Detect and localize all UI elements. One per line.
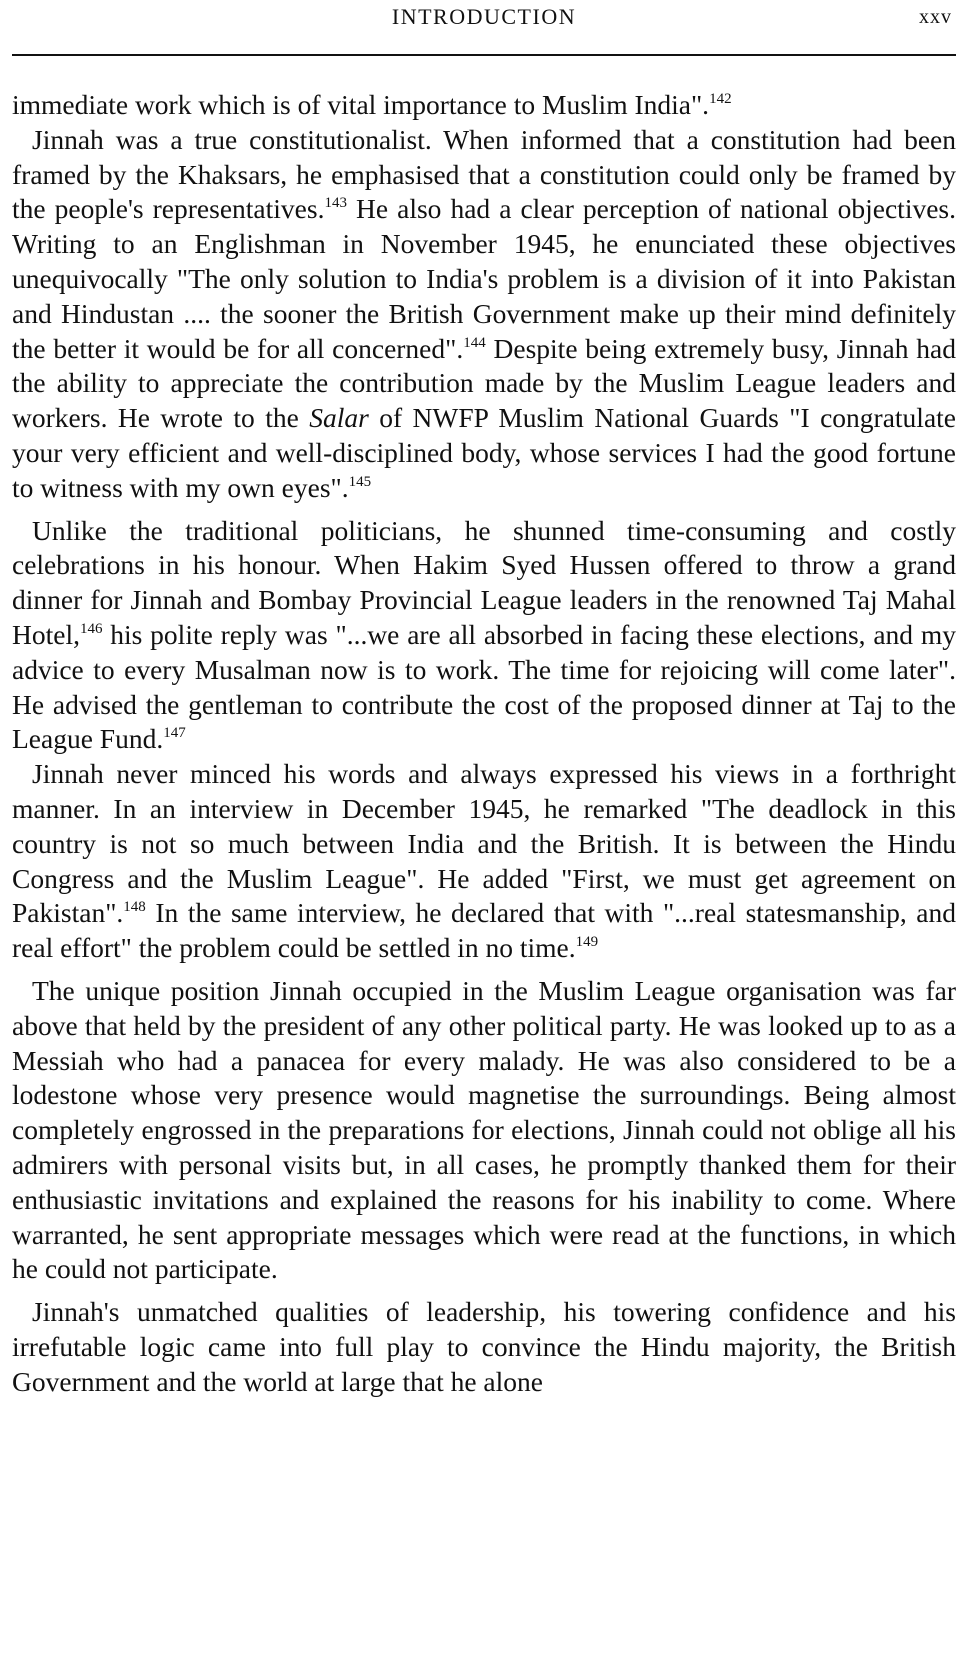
- book-page: [12, 0, 956, 1660]
- paragraph: [12, 123, 956, 506]
- body-text: [12, 88, 956, 1399]
- text-run: He also had a clear perception of national objectives. Writing to an Englishman in November 1945, he enunciated these objectives unequivocally "The only solution to India's problem is a division of it into Pakistan and Hindustan .... the sooner the British Government make up their mind definitely the better it would be for all concerned".: [12, 193, 956, 364]
- paragraph: [12, 514, 956, 758]
- text-run: In the same interview, he declared that with "...real statesmanship, and real effort" the problem could be settled in no time.: [12, 897, 956, 964]
- text-run: his polite reply was "...we are all absorbed in facing these elections, and my advice to every Musalman now is to work. The time for rejoicing will come later". He advised the gentleman to contribute the cost of the proposed dinner at Taj to the League Fund.: [12, 618, 956, 755]
- paragraph: [12, 88, 956, 123]
- running-title: INTRODUCTION: [391, 4, 577, 29]
- text-run: Jinnah's unmatched qualities of leadership, his towering confidence and his irrefutable logic came into full play to convince the Hindu majority, the British Government and the world at large that he alone: [12, 1296, 956, 1397]
- text-run: Jinnah never minced his words and always expressed his views in a forthright manner. In an interview in December 1945, he remarked "The deadlock in this country is not so much between India and the British. It is between the Hindu Congress and the Muslim League". He added "First, we must get agreement on Pakistan".: [12, 758, 956, 929]
- text-run: The unique position Jinnah occupied in the Muslim League organisation was far above that held by the president of any other political party. He was looked up to as a Messiah who had a panacea for every malady. He was also considered to be a lodestone whose very presence would magnetise the surroundings. Being almost completely engrossed in the preparations for elections, Jinnah could not oblige all his admirers with personal visits but, in all cases, he promptly thanked them for their enthusiastic invitations and explained the reasons for his inability to come. Where warranted, he sent appropriate messages which were read at the functions, in which he could not participate.: [12, 974, 956, 1285]
- footnote-ref: 145: [348, 473, 372, 490]
- footnote-ref: 144: [463, 334, 486, 351]
- text-run: Despite being extremely busy, Jinnah had the ability to appreciate the contribution made by the Muslim League leaders and workers. He wrote to the: [12, 332, 956, 434]
- running-header: [12, 0, 956, 60]
- footnote-ref: 149: [575, 934, 599, 951]
- text-run: of NWFP Muslim National Guards "I congratulate your very efficient and well-disciplined body, whose services I had the good fortune to witness with my own eyes".: [12, 402, 956, 503]
- text-run: Unlike the traditional politicians, he shunned time-consuming and costly celebrations in his honour. When Hakim Syed Hussen offered to throw a grand dinner for Jinnah and Bombay Provincial League leaders in the renowned Taj Mahal Hotel,: [12, 514, 956, 650]
- header-rule: [12, 54, 956, 56]
- paragraph: [12, 974, 956, 1287]
- footnote-ref: 143: [324, 195, 347, 212]
- footnote-ref: 148: [123, 899, 146, 916]
- text-run: immediate work which is of vital importance to Muslim India".: [12, 89, 710, 120]
- paragraph: [12, 757, 956, 966]
- footnote-ref: 142: [709, 91, 732, 107]
- footnote-ref: 146: [79, 620, 103, 637]
- text-run: Jinnah was a true constitutionalist. When informed that a constitution had been framed by the Khaksars, he emphasised that a constitution could only be framed by the people's representatives.: [12, 123, 956, 225]
- page-number: xxv: [919, 6, 952, 28]
- italic-text: Salar: [309, 402, 369, 434]
- footnote-ref: 147: [163, 725, 186, 742]
- paragraph: [12, 1295, 956, 1399]
